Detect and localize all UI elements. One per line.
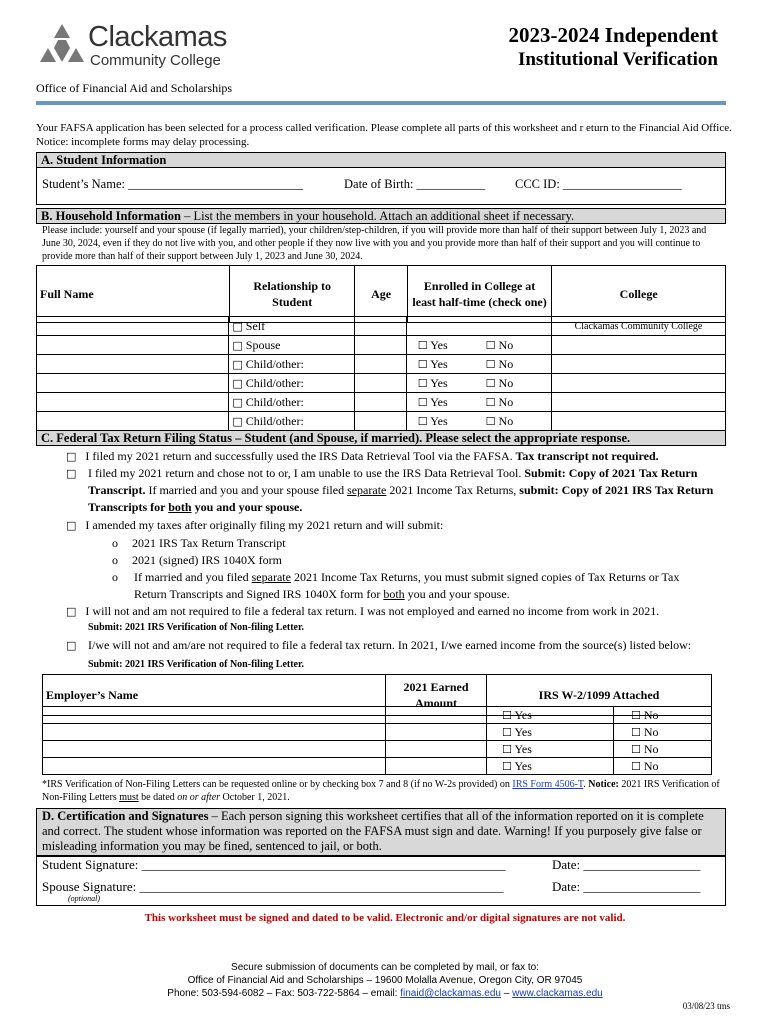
section-c-title: C. Federal Tax Return Filing Status – Student (and Spouse, if married). Please select the appropriate response. <box>41 431 631 445</box>
tax-option-3-sub1-label: 2021 IRS Tax Return Transcript <box>132 536 286 550</box>
tax-option-4 <box>66 603 726 620</box>
tax-option-3-checkbox[interactable]: □ <box>66 519 77 532</box>
employer-body <box>42 706 712 775</box>
household-header-row <box>37 266 726 323</box>
relationship-label: Child/other: <box>245 356 304 371</box>
footnote-sep: . <box>583 779 589 790</box>
enrolled-yes-label: Yes <box>430 337 448 352</box>
tax-option-2 <box>66 465 726 516</box>
w2-yes-cell <box>487 758 614 775</box>
col-earned-amount: 2021 Earned Amount <box>386 675 487 716</box>
earned-amount-cell[interactable] <box>386 707 487 724</box>
employer-name-cell[interactable] <box>43 741 386 758</box>
household-college-cell[interactable] <box>551 393 725 412</box>
household-relationship-cell[interactable] <box>229 412 354 431</box>
footer-line2: Office of Financial Aid and Scholarships – 19600 Molalla Avenue, Oregon City, OR 97045 <box>187 975 583 986</box>
relationship-checkbox[interactable]: □ <box>232 376 243 390</box>
tax-option-3-label: I amended my taxes after originally filing my 2021 return and will submit: <box>85 518 444 532</box>
logo-name: Clackamas <box>88 21 227 53</box>
employer-name-cell[interactable] <box>43 758 386 775</box>
spouse-date-field[interactable]: Date: __________________ <box>552 879 701 894</box>
tax-option-1-checkbox[interactable]: □ <box>66 450 77 463</box>
col-employer-name: Employer’s Name <box>43 675 386 716</box>
header-rule <box>36 101 726 105</box>
footnote-text-4: October 1, 2021. <box>220 792 290 803</box>
household-college-cell[interactable] <box>551 374 725 393</box>
household-full-name-cell[interactable] <box>37 355 229 374</box>
household-row <box>37 374 726 393</box>
household-age-cell[interactable] <box>354 393 406 412</box>
tax-option-5-checkbox[interactable]: □ <box>66 639 77 652</box>
tax-option-1-label: I filed my 2021 return and successfully used the IRS Data Retrieval Tool via the FAFSA. <box>85 449 513 463</box>
student-date-field[interactable]: Date: __________________ <box>552 857 701 872</box>
email-link[interactable]: finaid@clackamas.edu <box>400 988 501 999</box>
household-row <box>37 336 726 355</box>
irs-form-link[interactable]: IRS Form 4506-T <box>512 779 584 790</box>
household-enrolled-cell <box>406 355 551 374</box>
employer-row <box>43 758 712 775</box>
validity-warning: This worksheet must be signed and dated to be valid. Electronic and/or digital signatures are not valid. <box>144 912 626 924</box>
employer-row <box>43 741 712 758</box>
tax-option-5 <box>66 637 706 673</box>
tax-option-3-sub1: o 2021 IRS Tax Return Transcript <box>112 536 286 550</box>
footnote-date: on or after <box>177 792 221 803</box>
footer-contact: Phone: 503-594-6082 – Fax: 503-722-5864 – email: <box>167 988 401 999</box>
section-b-title: B. Household Information <box>41 209 181 223</box>
w2-yes-cell <box>487 724 614 741</box>
enrolled-no-checkbox[interactable]: ☐ <box>485 376 496 390</box>
enrolled-yes-label: Yes <box>430 356 448 371</box>
earned-amount-cell[interactable] <box>386 758 487 775</box>
enrolled-no-label: No <box>498 375 514 390</box>
section-d-title: D. Certification and Signatures <box>42 809 209 823</box>
household-enrolled-cell <box>406 412 551 431</box>
tax-option-2-submit: Submit: Copy of 2021 Tax Return Transcript. <box>88 466 698 497</box>
student-name-field[interactable]: Student’s Name: ____________________________ <box>42 177 304 191</box>
enrolled-yes-checkbox[interactable]: ☐ <box>417 338 428 352</box>
ccc-id-field[interactable]: CCC ID: ___________________ <box>515 177 682 191</box>
section-a-header <box>36 152 726 168</box>
form-title-line1: 2023-2024 Independent <box>508 23 718 47</box>
household-college-cell[interactable]: Clackamas Community College <box>551 317 725 336</box>
w2-yes-label: Yes <box>514 707 532 722</box>
spouse-signature-field[interactable]: Spouse Signature: ________________________________________________________ <box>42 879 504 894</box>
w2-yes-checkbox[interactable]: ☐ <box>502 759 512 773</box>
section-d-text-block <box>42 809 722 854</box>
tax-option-4-label: I will not and am not required to file a federal tax return. I was not employed and earned no income from work in 2021. <box>85 604 660 618</box>
enrolled-no-checkbox[interactable]: ☐ <box>485 338 496 352</box>
household-enrolled-cell <box>406 336 551 355</box>
w2-yes-label: Yes <box>514 724 532 739</box>
footer-sep: – <box>501 988 513 999</box>
enrolled-no-checkbox[interactable]: ☐ <box>485 395 496 409</box>
tax-option-2-end: you and your spouse. <box>191 500 303 514</box>
relationship-label: Child/other: <box>245 394 304 409</box>
enrolled-yes-label: Yes <box>430 375 448 390</box>
footnote-must: must <box>119 792 139 803</box>
form-title <box>509 22 718 72</box>
footer-line3 <box>0 988 770 999</box>
w2-no-label: No <box>643 724 659 739</box>
office-name: Office of Financial Aid and Scholarships <box>36 81 233 95</box>
section-b-header <box>36 208 726 224</box>
col-w2-attached: IRS W-2/1099 Attached <box>487 675 712 716</box>
col-college: College <box>552 266 726 323</box>
w2-no-checkbox[interactable]: ☐ <box>631 725 641 739</box>
tax-option-2-label: I filed my 2021 return and chose not to or, I am unable to use the IRS Data Retrieval Tool. <box>88 466 522 480</box>
enrolled-yes-checkbox[interactable]: ☐ <box>417 395 428 409</box>
col-full-name: Full Name <box>37 266 230 323</box>
w2-no-cell <box>614 758 712 775</box>
tax-option-3-sub3-separate: separate <box>251 570 291 584</box>
footnote <box>42 778 722 804</box>
enrolled-no-label: No <box>498 337 514 352</box>
footnote-text: *IRS Verification of Non-Filing Letters can be requested online or by checking box 7 and 8 (if no W-2s provided) on <box>42 779 513 790</box>
footnote-text-3: be dated <box>138 792 178 803</box>
household-age-cell[interactable] <box>354 412 406 431</box>
w2-no-checkbox[interactable]: ☐ <box>631 708 641 722</box>
household-full-name-cell[interactable] <box>37 412 229 431</box>
household-relationship-cell[interactable] <box>229 336 354 355</box>
logo-subtitle: Community College <box>90 52 221 69</box>
w2-yes-checkbox[interactable]: ☐ <box>502 742 512 756</box>
tax-option-2-checkbox[interactable]: □ <box>66 467 77 480</box>
w2-yes-cell <box>487 741 614 758</box>
relationship-label: Spouse <box>245 337 281 352</box>
enrolled-yes-checkbox[interactable]: ☐ <box>417 376 428 390</box>
section-b-instructions: Please include: yourself and your spouse (if legally married), your children/step-children, if you will provide more than half of their support between July 1, 2023 and June 30, 2024, even if they do not live with you, and other people if they now live with you and you provide more than half of their support and you will continue to provide more than half of their support between July 1, 2023 and June 30, 2024. <box>42 225 707 262</box>
revision-code: 03/08/23 tms <box>682 1001 730 1011</box>
enrolled-yes-label: Yes <box>430 413 448 428</box>
tax-option-3-sub3-a: If married and you filed <box>134 570 252 584</box>
tax-option-3-sub3-b: 2021 Income Tax Returns, you must submit signed copies of Tax Returns or Tax Return Transcripts and Signed IRS 1040X form for <box>134 570 680 601</box>
tax-option-1 <box>66 448 726 465</box>
w2-yes-label: Yes <box>514 758 532 773</box>
enrolled-no-label: No <box>498 413 514 428</box>
household-college-cell[interactable] <box>551 355 725 374</box>
optional-note: (optional) <box>68 894 100 903</box>
household-row <box>37 412 726 431</box>
household-relationship-cell[interactable] <box>229 355 354 374</box>
w2-no-cell <box>614 707 712 724</box>
household-body <box>36 316 726 431</box>
website-link[interactable]: www.clackamas.edu <box>512 988 603 999</box>
tax-option-3 <box>66 517 726 534</box>
section-b-subtitle: – List the members in your household. Attach an additional sheet if necessary. <box>180 209 575 223</box>
w2-no-cell <box>614 724 712 741</box>
household-row <box>37 393 726 412</box>
relationship-checkbox[interactable]: □ <box>232 357 243 371</box>
enrolled-no-label: No <box>498 394 514 409</box>
household-rows <box>36 316 726 431</box>
household-age-cell[interactable] <box>354 355 406 374</box>
tax-option-2-submit-both: submit: Copy of 2021 IRS Tax Return Transcripts for <box>88 483 714 514</box>
household-row <box>37 355 726 374</box>
relationship-checkbox[interactable]: □ <box>232 414 243 428</box>
tax-option-5-submit: Submit: 2021 IRS Verification of Non-filing Letter. <box>88 659 305 670</box>
college-logo-icon <box>36 22 88 70</box>
section-c-header <box>36 430 726 446</box>
w2-no-label: No <box>643 707 659 722</box>
footnote-text-2: 2021 IRS Verification of Non-Filing Letters <box>42 779 720 803</box>
household-age-cell[interactable] <box>354 317 406 336</box>
employer-row <box>43 724 712 741</box>
w2-no-checkbox[interactable]: ☐ <box>631 742 641 756</box>
household-age-cell[interactable] <box>354 374 406 393</box>
household-full-name-cell[interactable] <box>37 393 229 412</box>
w2-yes-label: Yes <box>514 741 532 756</box>
relationship-label: Child/other: <box>245 375 304 390</box>
tax-option-3-sub3-both: both <box>383 587 405 601</box>
household-row <box>37 317 726 336</box>
tax-option-2-returns: 2021 Income Tax Returns, <box>386 483 520 497</box>
tax-option-3-sub3: o If married and you filed separate 2021 Income Tax Returns, you must submit signed copies of Tax Returns or Tax Return Transcripts and Signed IRS 1040X form for both you and your spouse. <box>112 570 680 601</box>
form-title-line2: Institutional Verification <box>517 49 718 70</box>
w2-no-label: No <box>643 758 659 773</box>
household-full-name-cell[interactable] <box>37 336 229 355</box>
household-enrolled-cell <box>406 317 551 336</box>
household-enrolled-cell <box>406 393 551 412</box>
employer-name-cell[interactable] <box>43 707 386 724</box>
household-enrolled-cell <box>406 374 551 393</box>
household-relationship-cell[interactable] <box>229 317 354 336</box>
w2-yes-checkbox[interactable]: ☐ <box>502 725 512 739</box>
w2-no-label: No <box>643 741 659 756</box>
earned-amount-cell[interactable] <box>386 724 487 741</box>
date-of-birth-field[interactable]: Date of Birth: ___________ <box>344 177 486 191</box>
enrolled-no-checkbox[interactable]: ☐ <box>485 414 496 428</box>
tax-option-2-married: If married and you and your spouse filed <box>145 483 348 497</box>
enrolled-yes-checkbox[interactable]: ☐ <box>417 357 428 371</box>
employer-rows <box>42 706 712 775</box>
tax-option-2-separate: separate <box>347 483 387 497</box>
tax-option-5-label: I/we will not and am/are not required to file a federal tax return. In 2021, I/we earned income from the source(s) listed below: <box>88 638 692 652</box>
employer-row <box>43 707 712 724</box>
w2-no-checkbox[interactable]: ☐ <box>631 759 641 773</box>
enrolled-no-checkbox[interactable]: ☐ <box>485 357 496 371</box>
household-table <box>36 265 726 323</box>
w2-yes-checkbox[interactable]: ☐ <box>502 708 512 722</box>
relationship-label: Self <box>245 318 266 333</box>
col-relationship: Relationship to Student <box>229 266 355 323</box>
household-relationship-cell[interactable] <box>229 393 354 412</box>
enrolled-yes-checkbox[interactable]: ☐ <box>417 414 428 428</box>
household-college-cell[interactable] <box>551 336 725 355</box>
tax-option-3-sub3-c: you and your spouse. <box>404 587 510 601</box>
relationship-label: Child/other: <box>245 413 304 428</box>
relationship-checkbox[interactable]: □ <box>232 338 243 352</box>
footer-line1: Secure submission of documents can be completed by mail, or fax to: <box>231 962 539 973</box>
household-full-name-cell[interactable] <box>37 374 229 393</box>
tax-option-4-submit: Submit: 2021 IRS Verification of Non-filing Letter. <box>88 622 305 633</box>
tax-option-3-sub2: o 2021 (signed) IRS 1040X form <box>112 553 282 567</box>
col-enrolled: Enrolled in College at least half-time (check one) <box>407 266 552 323</box>
tax-option-2-both: both <box>168 500 192 514</box>
tax-option-4-checkbox[interactable]: □ <box>66 605 77 618</box>
relationship-checkbox[interactable]: □ <box>232 395 243 409</box>
household-college-cell[interactable] <box>551 412 725 431</box>
footnote-notice: Notice: <box>588 779 619 790</box>
intro-text: Your FAFSA application has been selected for a process called verification. Please complete all parts of this worksheet and r eturn to the Financial Aid Office. Notice: incomplete forms may delay processing. <box>36 122 732 148</box>
enrolled-no-label: No <box>498 356 514 371</box>
relationship-checkbox[interactable]: □ <box>232 319 243 333</box>
tax-option-1-note: Tax transcript not required. <box>512 449 659 463</box>
household-relationship-cell[interactable] <box>229 374 354 393</box>
household-age-cell[interactable] <box>354 336 406 355</box>
tax-option-3-sub2-label: 2021 (signed) IRS 1040X form <box>132 553 282 567</box>
employer-name-cell[interactable] <box>43 724 386 741</box>
household-full-name-cell[interactable] <box>37 317 229 336</box>
col-age: Age <box>355 266 407 323</box>
earned-amount-cell[interactable] <box>386 741 487 758</box>
section-a-title: A. Student Information <box>41 153 167 167</box>
student-signature-field[interactable]: Student Signature: ________________________________________________________ <box>42 857 506 872</box>
w2-yes-cell <box>487 707 614 724</box>
section-d-text: – Each person signing this worksheet certifies that all of the information reported on it is complete and correct. The student whose information was reported on the FAFSA must sign and date. Warning! If you purposely give false or misleading information you may be fined, sentenced to jail, or both. <box>42 809 704 853</box>
w2-no-cell <box>614 741 712 758</box>
enrolled-yes-label: Yes <box>430 394 448 409</box>
